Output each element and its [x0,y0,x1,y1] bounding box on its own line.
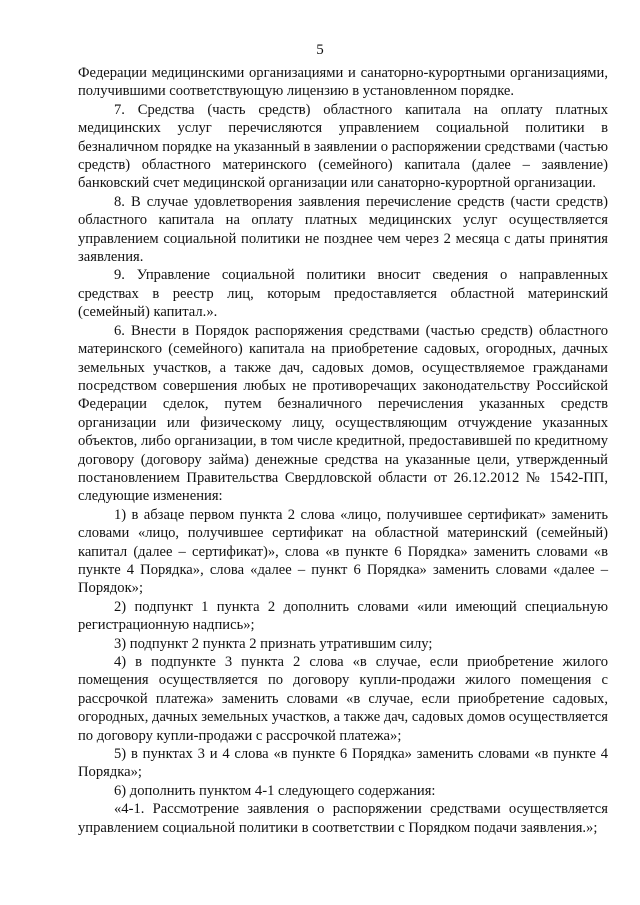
paragraph-item-8: 8. В случае удовлетворения заявления перечисление средств (части средств) областного капитала на оплату платных медицинских услуг осуществляется управлением социальной политики не позднее чем через 2 месяца с даты принятия заявления. [78,193,608,266]
paragraph-section-6: 6. Внести в Порядок распоряжения средствами (частью средств) областного материнского (семейного) капитала на приобретение садовых, огородных, дачных земельных участков, а также дач, садовых домов, осуществляемое гражданами посредством совершения любых не противоречащих законодательству Российской Федерации сделок, путем безналичного перечисления указанных средств организации или физическому лицу, осуществляющим отчуждение указанных объектов, либо организации, в том числе кредитной, предоставившей по кредитному договору (договору займа) денежные средства на указанные цели, утвержденный постановлением Правительства Свердловской области от 26.12.2012 № 1542-ПП, следующие изменения: [78,322,608,505]
page-number: 5 [316,42,324,58]
paragraph-change-6: 6) дополнить пунктом 4-1 следующего содержания: [114,782,436,799]
paragraph-change-3: 3) подпункт 2 пункта 2 признать утратившим силу; [114,635,433,652]
paragraph-item-9: 9. Управление социальной политики вносит сведения о направленных средствах в реестр лиц, которым предоставляется областной материнский (семейный) капитал.». [78,267,608,321]
paragraph-item-7: 7. Средства (часть средств) областного капитала на оплату платных медицинских услуг перечисляются управлением социальной политики в безналичном порядке на указанный в заявлении о распоряжении средствами (частью средств) областного материнского (семейного) капитала (далее – заявление) банковский счет медицинской организации или санаторно-курортной организации. [78,101,608,192]
paragraph-change-5: 5) в пунктах 3 и 4 слова «в пункте 6 Порядка» заменить словами «в пункте 4 Порядка»; [78,746,608,781]
paragraph-quoted-4-1: «4-1. Рассмотрение заявления о распоряжении средствами осуществляется управлением социальной политики в соответствии с Порядком подачи заявления.»; [78,801,608,836]
document-body [78,64,608,837]
paragraph-change-4: 4) в подпункте 3 пункта 2 слова «в случае, если приобретение жилого помещения осуществляется по договору купли-продажи жилого помещения с рассрочкой платежа» заменить словами «в случае, если приобретение садовых, огородных, дачных земельных участков, а также дач, садовых домов осуществляется по договору купли-продажи с рассрочкой платежа»; [78,654,608,744]
paragraph-change-1: 1) в абзаце первом пункта 2 слова «лицо, получившее сертификат» заменить словами «лицо, получившее сертификат на областной материнский (семейный) капитал (далее – сертификат)», слова «в пункте 6 Порядка» заменить словами «в пункте 4 Порядка», слова «далее – пункт 6 Порядка» заменить словами «далее – Порядок»; [78,506,608,597]
paragraph-change-2: 2) подпункт 1 пункта 2 дополнить словами «или имеющий специальную регистрационную надпись»; [78,598,608,634]
paragraph-continuation: Федерации медицинскими организациями и санаторно-курортными организациями, получившими соответствующую лицензию в установленном порядке. [78,65,608,100]
